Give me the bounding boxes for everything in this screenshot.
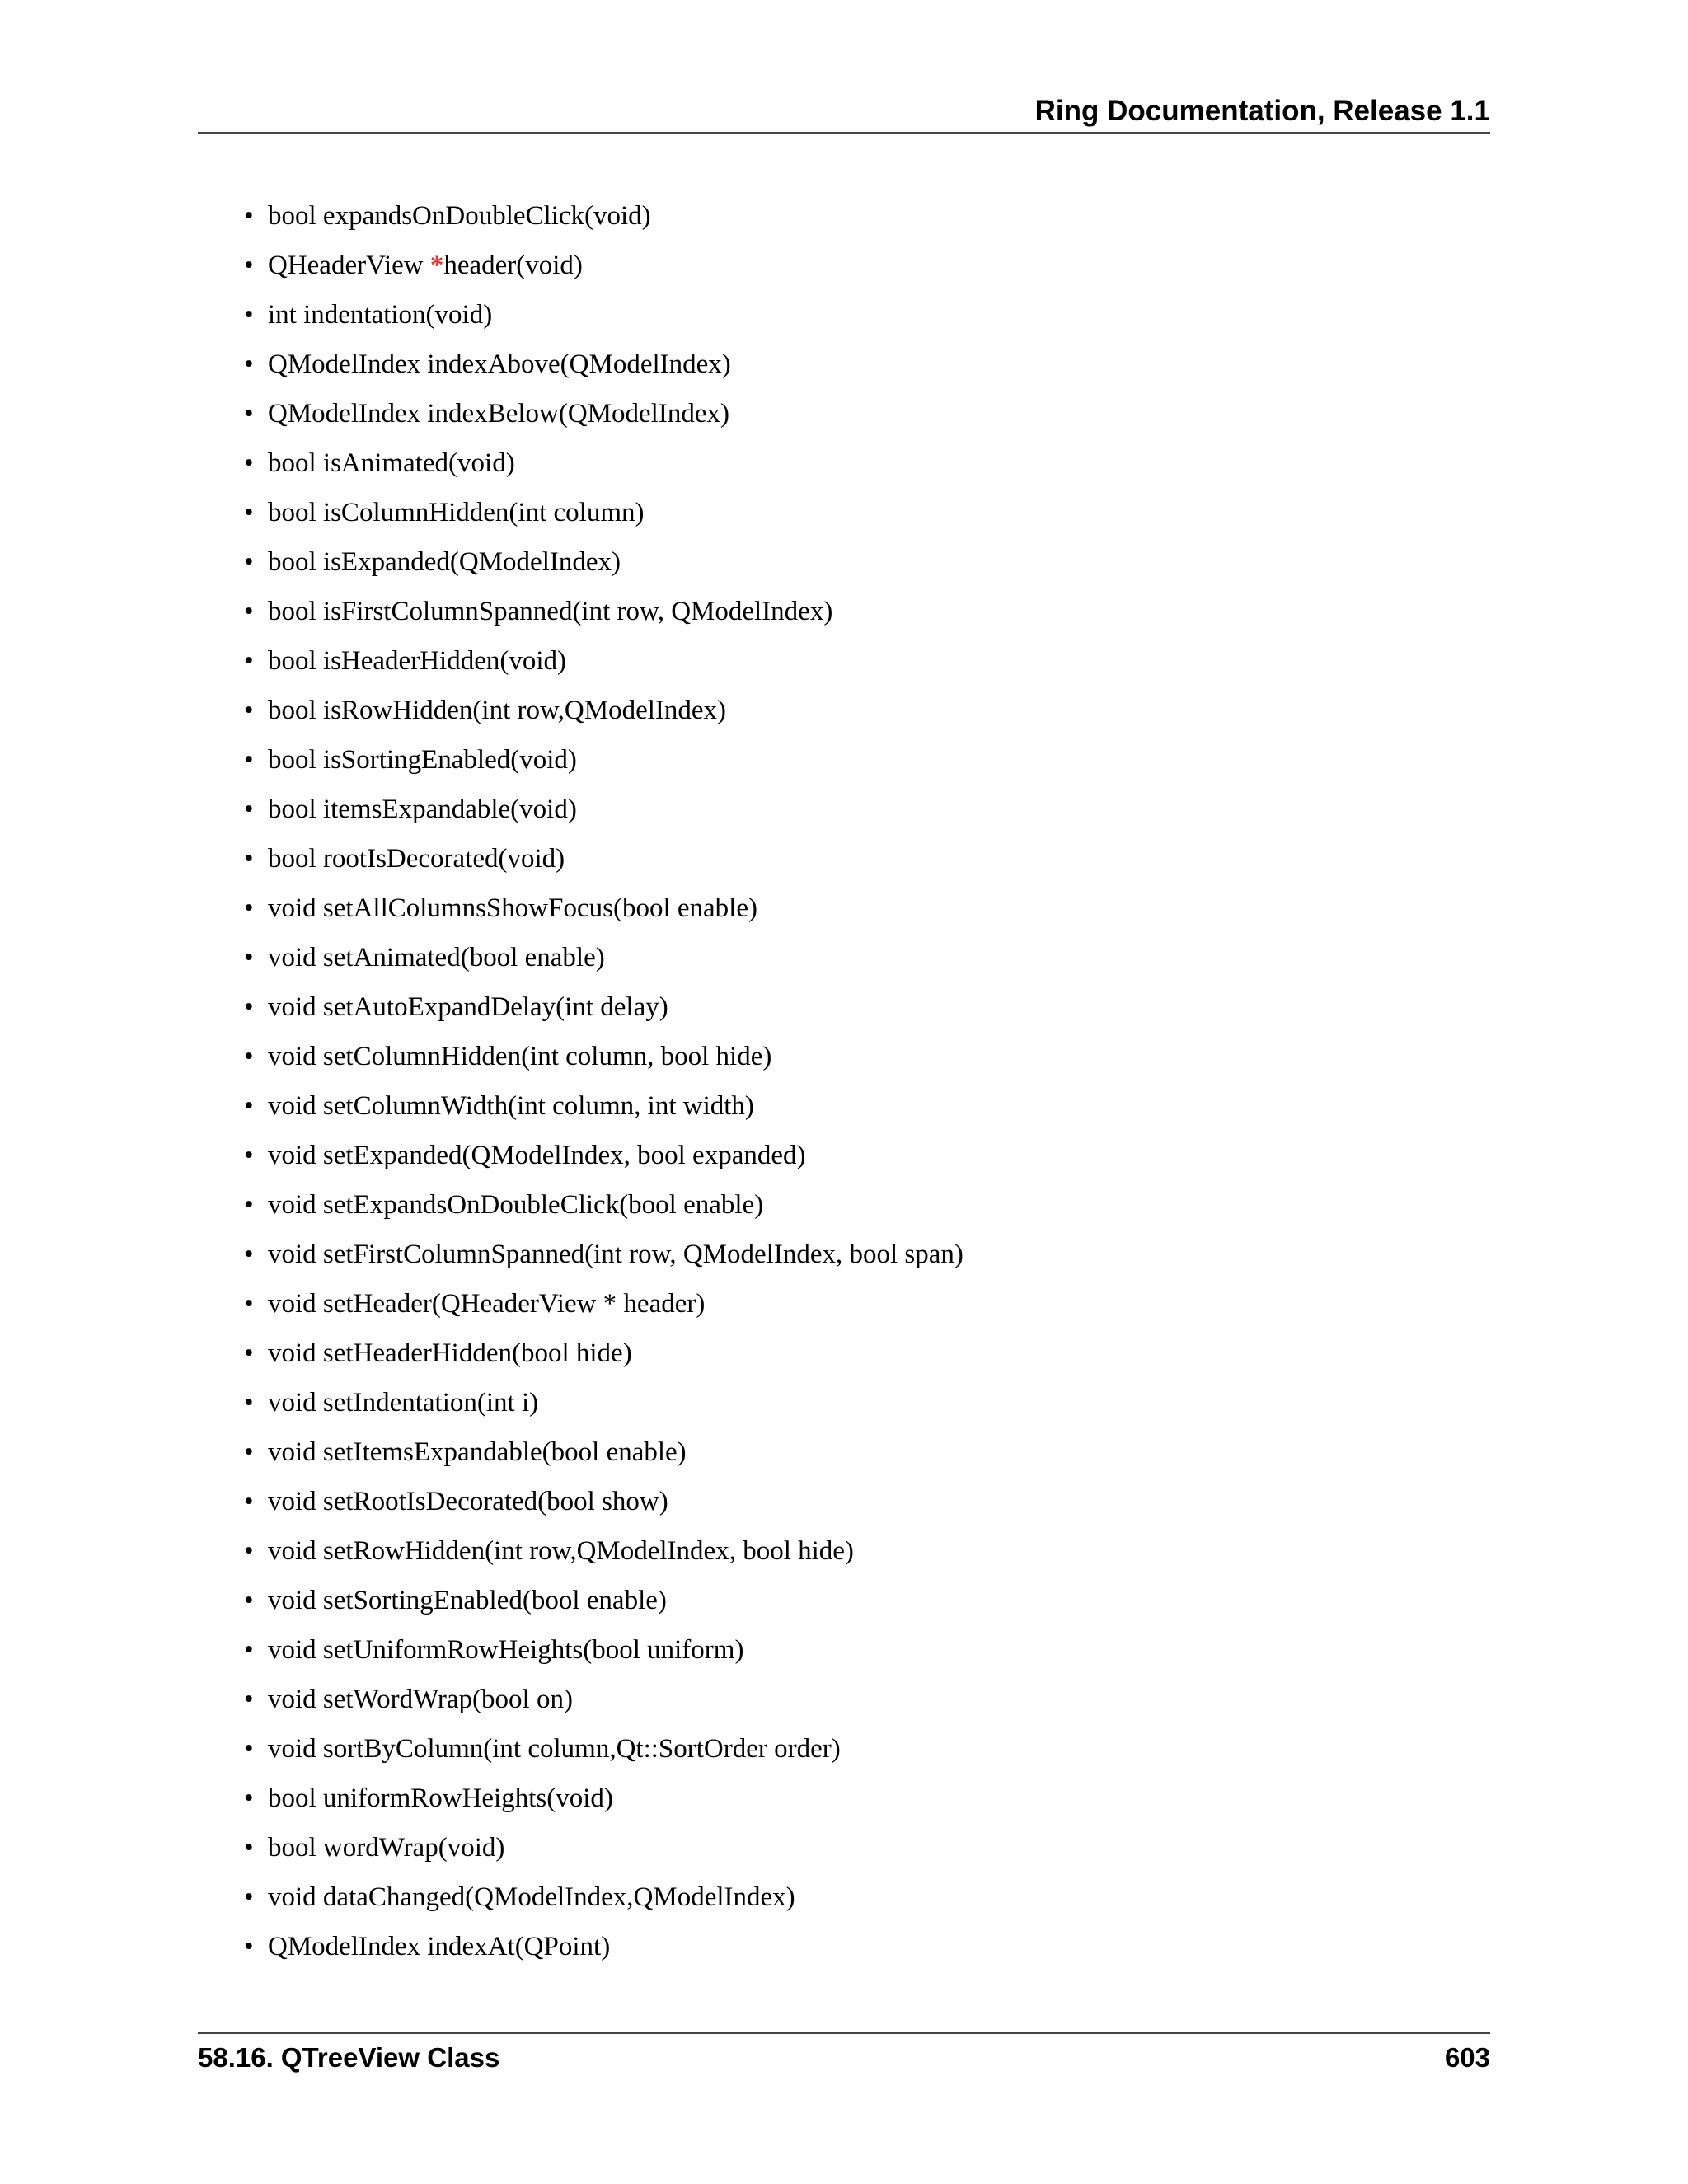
bullet-icon: • [244, 844, 254, 874]
method-list-item [244, 191, 1480, 241]
bullet-icon: • [244, 597, 254, 626]
method-signature: bool isSortingEnabled(void) [268, 745, 577, 775]
bullet-icon: • [244, 1487, 254, 1516]
bullet-icon: • [244, 1536, 254, 1566]
bullet-icon: • [244, 745, 254, 775]
page-header [198, 92, 1490, 134]
method-list-item [244, 340, 1480, 389]
bullet-icon: • [244, 448, 254, 478]
method-signature: void dataChanged(QModelIndex,QModelIndex) [268, 1882, 795, 1912]
method-signature: void setIndentation(int i) [268, 1388, 539, 1418]
method-list-item [244, 686, 1480, 735]
bullet-icon: • [244, 1635, 254, 1665]
method-signature: bool isRowHidden(int row,QModelIndex) [268, 696, 727, 725]
method-signature: void setSortingEnabled(bool enable) [268, 1586, 667, 1615]
bullet-icon: • [244, 943, 254, 972]
bullet-icon: • [244, 300, 254, 330]
method-signature: void setExpanded(QModelIndex, bool expanded) [268, 1141, 806, 1170]
bullet-icon: • [244, 251, 254, 280]
bullet-icon: • [244, 399, 254, 429]
method-list-item [244, 1230, 1480, 1279]
method-signature: void setUniformRowHeights(bool uniform) [268, 1635, 744, 1665]
bullet-icon: • [244, 1388, 254, 1418]
method-list-item [244, 1378, 1480, 1427]
method-signature: void setHeaderHidden(bool hide) [268, 1338, 632, 1368]
bullet-icon: • [244, 1437, 254, 1467]
document-title: Ring Documentation, Release 1.1 [1034, 95, 1490, 127]
bullet-icon: • [244, 1091, 254, 1121]
method-signature: bool expandsOnDoubleClick(void) [268, 201, 651, 231]
method-list-item [244, 1477, 1480, 1526]
bullet-icon: • [244, 893, 254, 923]
method-list-item [244, 1180, 1480, 1230]
bullet-icon: • [244, 498, 254, 527]
method-list-item [244, 587, 1480, 636]
method-list-item [244, 241, 1480, 290]
method-list-item [244, 1526, 1480, 1576]
method-list-item [244, 537, 1480, 587]
bullet-icon: • [244, 1833, 254, 1863]
bullet-icon: • [244, 1685, 254, 1714]
section-title: 58.16. QTreeView Class [198, 2042, 500, 2073]
method-signature: void setColumnHidden(int column, bool hide) [268, 1042, 772, 1071]
method-signature: void setExpandsOnDoubleClick(bool enable) [268, 1190, 764, 1220]
method-signature: bool isAnimated(void) [268, 448, 515, 478]
method-list-item [244, 982, 1480, 1032]
bullet-icon: • [244, 547, 254, 577]
bullet-icon: • [244, 1240, 254, 1269]
method-list-item [244, 1724, 1480, 1774]
bullet-icon: • [244, 1042, 254, 1071]
bullet-icon: • [244, 1338, 254, 1368]
method-list-item [244, 1279, 1480, 1329]
bullet-icon: • [244, 201, 254, 231]
method-signature: void setColumnWidth(int column, int width) [268, 1091, 754, 1121]
method-list-item [244, 933, 1480, 982]
method-list-item [244, 1774, 1480, 1823]
method-list-item [244, 735, 1480, 785]
method-signature: bool uniformRowHeights(void) [268, 1783, 613, 1813]
method-signature: bool isColumnHidden(int column) [268, 498, 645, 527]
method-list-item [244, 883, 1480, 933]
bullet-icon: • [244, 1783, 254, 1813]
bullet-icon: • [244, 1141, 254, 1170]
method-signature: void setFirstColumnSpanned(int row, QModelIndex, bool span) [268, 1240, 964, 1269]
method-list-item [244, 1131, 1480, 1180]
method-signature: void sortByColumn(int column,Qt::SortOrder order) [268, 1734, 841, 1764]
method-signature: QModelIndex indexBelow(QModelIndex) [268, 399, 729, 429]
bullet-icon: • [244, 1289, 254, 1319]
method-list-item [244, 290, 1480, 340]
page-footer [198, 2032, 1490, 2082]
bullet-icon: • [244, 349, 254, 379]
method-list-item [244, 1823, 1480, 1872]
method-list-item [244, 1032, 1480, 1081]
method-signature: bool itemsExpandable(void) [268, 794, 577, 824]
bullet-icon: • [244, 1932, 254, 1961]
bullet-icon: • [244, 1586, 254, 1615]
method-signature: bool wordWrap(void) [268, 1833, 505, 1863]
bullet-icon: • [244, 646, 254, 676]
method-list-item [244, 636, 1480, 686]
method-signature: bool rootIsDecorated(void) [268, 844, 565, 874]
method-signature: void setHeader(QHeaderView * header) [268, 1289, 706, 1319]
method-list [244, 191, 1480, 1971]
method-signature: bool isExpanded(QModelIndex) [268, 547, 621, 577]
method-signature: void setAllColumnsShowFocus(bool enable) [268, 893, 757, 923]
method-list-item [244, 438, 1480, 488]
method-signature: QModelIndex indexAbove(QModelIndex) [268, 349, 731, 379]
method-signature-part: QHeaderView [268, 251, 430, 280]
method-list-item [244, 785, 1480, 834]
method-list-item [244, 1329, 1480, 1378]
bullet-icon: • [244, 1734, 254, 1764]
method-list-item [244, 1576, 1480, 1625]
method-signature: bool isHeaderHidden(void) [268, 646, 566, 676]
bullet-icon: • [244, 696, 254, 725]
method-signature: void setAnimated(bool enable) [268, 943, 605, 972]
bullet-icon: • [244, 1882, 254, 1912]
main-content [244, 191, 1480, 1971]
method-list-item [244, 1922, 1480, 1971]
method-list-item [244, 1625, 1480, 1675]
method-list-item [244, 1675, 1480, 1724]
method-signature: int indentation(void) [268, 300, 493, 330]
method-signature: bool isFirstColumnSpanned(int row, QModelIndex) [268, 597, 833, 626]
pointer-asterisk: * [429, 251, 444, 280]
method-list-item [244, 389, 1480, 438]
method-signature: void setAutoExpandDelay(int delay) [268, 992, 668, 1022]
method-list-item [244, 1872, 1480, 1922]
bullet-icon: • [244, 992, 254, 1022]
method-signature: void setWordWrap(bool on) [268, 1685, 573, 1714]
method-list-item [244, 488, 1480, 537]
method-signature: void setRowHidden(int row,QModelIndex, bool hide) [268, 1536, 854, 1566]
page-number: 603 [1444, 2042, 1490, 2073]
method-list-item [244, 834, 1480, 883]
method-signature-part: header(void) [443, 251, 583, 280]
bullet-icon: • [244, 1190, 254, 1220]
method-signature: void setItemsExpandable(bool enable) [268, 1437, 687, 1467]
bullet-icon: • [244, 794, 254, 824]
method-signature: QModelIndex indexAt(QPoint) [268, 1932, 611, 1961]
method-list-item [244, 1427, 1480, 1477]
method-signature: void setRootIsDecorated(bool show) [268, 1487, 668, 1516]
method-list-item [244, 1081, 1480, 1131]
